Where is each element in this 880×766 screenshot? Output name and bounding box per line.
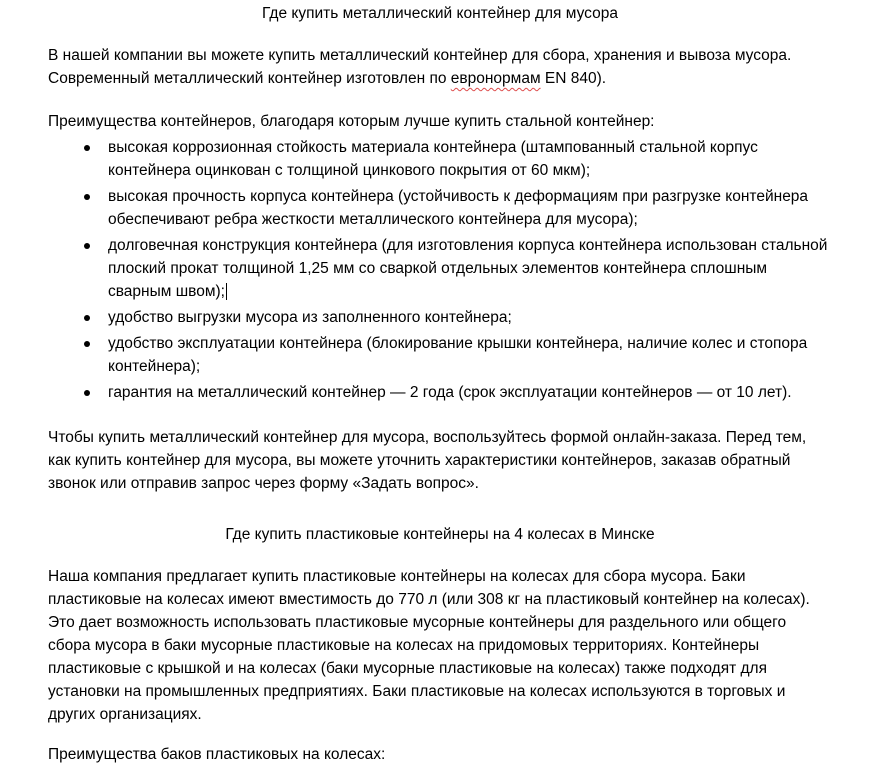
list-item xyxy=(48,332,832,378)
section2-paragraph: Наша компания предлагает купить пластиковые контейнеры на колесах для сбора мусора. Баки пластиковые на колесах имеют вместимость до 770 л (или 308 кг на пластиковый контейнер на колесах). Это дает возможность использовать пластиковые мусорные контейнеры для раздельного или общего сбора мусора в баки мусорные пластиковые на колесах на придомовых территориях. Контейнеры пластиковые с крышкой и на колесах (баки мусорные пластиковые на колесах) также подходят для установки на промышленных предприятиях. Баки пластиковые на колесах используются в торговых и других организациях. xyxy=(48,568,810,723)
list-item xyxy=(48,234,832,303)
plastic-advantages-lead: Преимущества баков пластиковых на колесах: xyxy=(48,746,386,763)
order-paragraph: Чтобы купить металлический контейнер для мусора, воспользуйтесь формой онлайн-заказа. Перед тем, как купить контейнер для мусора, вы можете уточнить характеристики контейнеров, заказав обратный звонок или отправив запрос через форму «Задать вопрос». xyxy=(48,429,807,492)
list-item-text: удобство эксплуатации контейнера (блокирование крышки контейнера, наличие колес и стопора контейнера); xyxy=(108,335,808,375)
intro-paragraph xyxy=(48,44,832,90)
intro-paragraph-text-before: В нашей компании вы можете купить металлический контейнер для сбора, хранения и вывоза мусора. Современный металлический контейнер изготовлен по xyxy=(48,47,792,87)
list-item-text: гарантия на металлический контейнер — 2 года (срок эксплуатации контейнеров — от 10 лет). xyxy=(108,384,792,401)
list-item xyxy=(48,185,832,231)
list-item xyxy=(48,136,832,182)
intro-paragraph-text-after: EN 840). xyxy=(540,70,607,87)
list-item xyxy=(48,381,832,404)
list-item-text: высокая прочность корпуса контейнера (устойчивость к деформациям при разгрузке контейнера обеспечивают ребра жесткости металлического контейнера для мусора); xyxy=(108,188,809,228)
steel-advantages-lead: Преимущества контейнеров, благодаря которым лучше купить стальной контейнер: xyxy=(48,113,655,130)
text-cursor xyxy=(226,283,227,300)
list-item-text: высокая коррозионная стойкость материала контейнера (штампованный стальной корпус контейнера оцинкован с толщиной цинкового покрытия от 60 мкм); xyxy=(108,139,758,179)
list-item-text: долговечная конструкция контейнера (для изготовления корпуса контейнера использован стальной плоский прокат толщиной 1,25 мм со сваркой отдельных элементов контейнера сплошным сварным швом); xyxy=(108,237,828,300)
misspelled-word-spellcheck-underline: евронормам xyxy=(450,70,541,87)
list-item xyxy=(48,306,832,329)
steel-advantages-bullet-list xyxy=(48,136,832,404)
document-title: Где купить металлический контейнер для мусора xyxy=(262,5,618,22)
section2-title: Где купить пластиковые контейнеры на 4 колесах в Минске xyxy=(225,526,655,543)
list-item-text: удобство выгрузки мусора из заполненного контейнера; xyxy=(108,309,512,326)
